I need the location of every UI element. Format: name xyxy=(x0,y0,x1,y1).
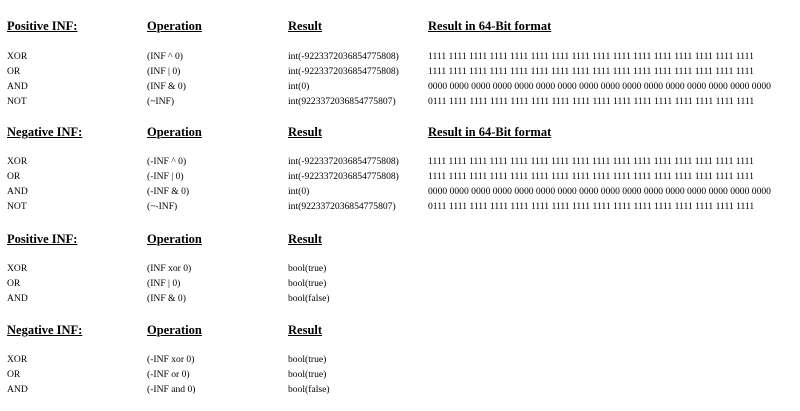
row-label: XOR xyxy=(7,156,28,167)
row-label: OR xyxy=(7,66,21,77)
row-bits: 0000 0000 0000 0000 0000 0000 0000 0000 0000 0000 0000 0000 0000 0000 0000 0000 xyxy=(428,81,771,92)
header-result-64bit: Result in 64-Bit format xyxy=(428,19,552,33)
row-label: NOT xyxy=(7,96,27,107)
row-operation: (INF & 0) xyxy=(147,293,186,304)
row-operation: (INF | 0) xyxy=(147,278,181,289)
row-bits: 0111 1111 1111 1111 1111 1111 1111 1111 1111 1111 1111 1111 1111 1111 1111 1111 xyxy=(428,201,755,212)
table-row xyxy=(0,66,800,81)
row-operation: (~INF) xyxy=(147,96,175,107)
table-row xyxy=(0,384,800,399)
table-row xyxy=(0,263,800,278)
table-row xyxy=(0,278,800,293)
row-label: AND xyxy=(7,81,28,92)
table-row xyxy=(0,171,800,186)
header-label: Negative INF: xyxy=(7,323,83,337)
table-row xyxy=(0,369,800,384)
header-operation: Operation xyxy=(147,125,202,139)
header-label: Negative INF: xyxy=(7,125,83,139)
table-row xyxy=(0,51,800,66)
row-result: int(0) xyxy=(288,81,310,92)
row-result: bool(false) xyxy=(288,384,330,395)
row-bits: 1111 1111 1111 1111 1111 1111 1111 1111 1111 1111 1111 1111 1111 1111 1111 1111 xyxy=(428,156,754,167)
header-result: Result xyxy=(288,323,323,337)
header-label: Positive INF: xyxy=(7,19,78,33)
row-result: int(-9223372036854775808) xyxy=(288,66,399,77)
row-result: int(-9223372036854775808) xyxy=(288,171,399,182)
row-label: OR xyxy=(7,171,21,182)
row-operation: (-INF & 0) xyxy=(147,186,190,197)
row-result: int(-9223372036854775808) xyxy=(288,51,399,62)
header-result: Result xyxy=(288,232,323,246)
row-operation: (-INF or 0) xyxy=(147,369,190,380)
row-bits: 1111 1111 1111 1111 1111 1111 1111 1111 1111 1111 1111 1111 1111 1111 1111 1111 xyxy=(428,66,754,77)
table-row xyxy=(0,81,800,96)
table-row xyxy=(0,156,800,171)
row-label: AND xyxy=(7,384,28,395)
row-result: int(-9223372036854775808) xyxy=(288,156,399,167)
row-operation: (-INF and 0) xyxy=(147,384,196,395)
row-operation: (~-INF) xyxy=(147,201,178,212)
header-operation: Operation xyxy=(147,323,202,337)
row-bits: 0111 1111 1111 1111 1111 1111 1111 1111 1111 1111 1111 1111 1111 1111 1111 1111 xyxy=(428,96,755,107)
row-result: int(0) xyxy=(288,186,310,197)
table-row xyxy=(0,354,800,369)
row-label: XOR xyxy=(7,51,28,62)
header-operation: Operation xyxy=(147,19,202,33)
header-operation: Operation xyxy=(147,232,202,246)
row-operation: (-INF | 0) xyxy=(147,171,184,182)
row-label: XOR xyxy=(7,263,28,274)
header-label: Positive INF: xyxy=(7,232,78,246)
table-row xyxy=(0,186,800,201)
row-operation: (INF ^ 0) xyxy=(147,51,183,62)
row-result: bool(true) xyxy=(288,278,327,289)
row-operation: (-INF xor 0) xyxy=(147,354,195,365)
row-label: XOR xyxy=(7,354,28,365)
row-bits: 1111 1111 1111 1111 1111 1111 1111 1111 1111 1111 1111 1111 1111 1111 1111 1111 xyxy=(428,51,754,62)
row-bits: 0000 0000 0000 0000 0000 0000 0000 0000 0000 0000 0000 0000 0000 0000 0000 0000 xyxy=(428,186,771,197)
table-row xyxy=(0,201,800,216)
row-result: bool(true) xyxy=(288,369,327,380)
row-result: int(9223372036854775807) xyxy=(288,201,396,212)
row-label: AND xyxy=(7,293,28,304)
row-result: bool(true) xyxy=(288,263,327,274)
row-operation: (-INF ^ 0) xyxy=(147,156,187,167)
table-row xyxy=(0,96,800,111)
table-row xyxy=(0,293,800,308)
header-result: Result xyxy=(288,19,323,33)
row-operation: (INF | 0) xyxy=(147,66,181,77)
header-result: Result xyxy=(288,125,323,139)
header-result-64bit: Result in 64-Bit format xyxy=(428,125,552,139)
row-bits: 1111 1111 1111 1111 1111 1111 1111 1111 1111 1111 1111 1111 1111 1111 1111 1111 xyxy=(428,171,754,182)
row-result: bool(false) xyxy=(288,293,330,304)
row-label: NOT xyxy=(7,201,27,212)
row-result: int(9223372036854775807) xyxy=(288,96,396,107)
row-label: OR xyxy=(7,278,21,289)
row-label: OR xyxy=(7,369,21,380)
row-label: AND xyxy=(7,186,28,197)
row-operation: (INF & 0) xyxy=(147,81,186,92)
row-operation: (INF xor 0) xyxy=(147,263,192,274)
row-result: bool(true) xyxy=(288,354,327,365)
